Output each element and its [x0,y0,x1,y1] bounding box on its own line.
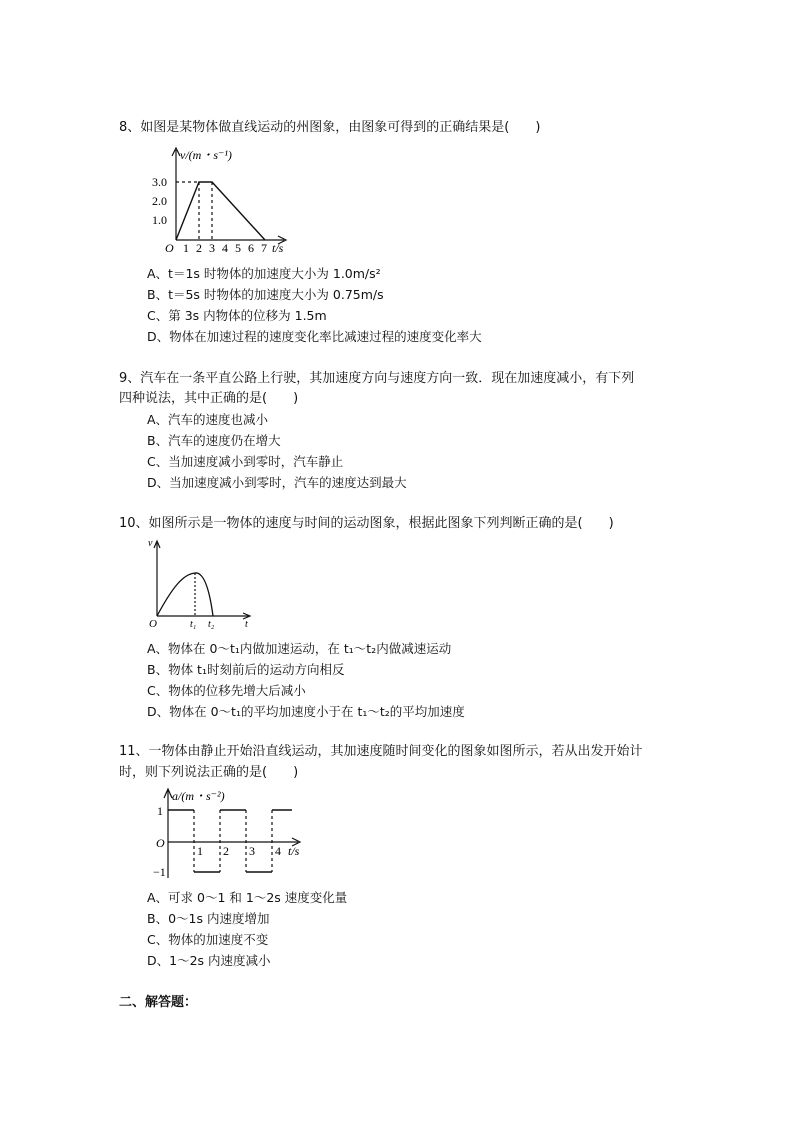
question-10-vt-graph [147,536,257,632]
question-11-option-a: A、可求 0～1 和 1～2s 速度变化量 [147,890,348,905]
question-9-option-a: A、汽车的速度也减小 [147,412,269,427]
y-tick-label: 1.0 [152,213,167,227]
question-11-option-c: C、物体的加速度不变 [147,932,269,947]
question-11-stem-line-1: 11、一物体由静止开始沿直线运动，其加速度随时间变化的图象如图所示，若从出发开始计 [119,744,643,759]
x-tick-label: 7 [261,241,267,255]
question-11-stem-line-2: 时，则下列说法正确的是( ) [119,765,299,780]
question-11-option-d: D、1～2s 内速度减小 [147,953,271,968]
question-8-option-b: B、t＝5s 时物体的加速度大小为 0.75m/s [147,287,384,302]
t1-label: t₁ [190,619,197,630]
question-8-option-a: A、t＝1s 时物体的加速度大小为 1.0m/s² [147,266,381,281]
question-8-vt-graph [148,142,300,258]
velocity-curve [157,573,213,616]
question-10-option-a: A、物体在 0～t₁内做加速运动，在 t₁～t₂内做减速运动 [147,641,452,656]
question-8-stem: 8、如图是某物体做直线运动的州图象，由图象可得到的正确结果是( ) [119,120,541,135]
y-tick-label: 3.0 [152,175,167,189]
x-tick-label: 1 [183,241,189,255]
x-tick-label: 2 [223,844,229,858]
t2-label: t₂ [208,619,215,630]
question-10-option-c: C、物体的位移先增大后减小 [147,683,306,698]
x-tick-label: 3 [209,241,215,255]
x-tick-label: 4 [222,241,228,255]
question-9-option-b: B、汽车的速度仍在增大 [147,433,281,448]
x-tick-label: 2 [196,241,202,255]
x-tick-label: 1 [197,844,203,858]
origin-label: O [165,241,174,255]
x-axis-label: t/s [288,844,300,858]
x-tick-label: 6 [248,241,254,255]
question-9-option-c: C、当加速度减小到零时，汽车静止 [147,454,344,469]
question-8-option-c: C、第 3s 内物体的位移为 1.5m [147,308,327,323]
section-heading: 二、解答题： [119,995,198,1010]
y-axis-label: v/(m・s⁻¹) [180,148,232,162]
question-10-stem: 10、如图所示是一物体的速度与时间的运动图象，根据此图象下列判断正确的是( ) [119,516,614,531]
velocity-line [176,182,265,240]
x-axis-label: t/s [272,241,284,255]
y-axis-label: a/(m・s⁻²) [172,789,225,803]
x-tick-label: 3 [249,844,255,858]
origin-label: O [149,618,157,630]
question-10-option-d: D、物体在 0～t₁的平均加速度小于在 t₁～t₂的平均加速度 [147,704,465,719]
question-11-at-graph [152,786,310,882]
origin-label: O [156,836,165,850]
y-tick-label: 1 [157,804,163,818]
x-tick-label: 4 [275,844,281,858]
question-9-option-d: D、当加速度减小到零时，汽车的速度达到最大 [147,475,407,490]
x-tick-label: 5 [235,241,241,255]
question-9-stem-line-1: 9、汽车在一条平直公路上行驶，其加速度方向与速度方向一致．现在加速度减小，有下列 [119,371,635,386]
x-axis-label: t [245,619,248,630]
y-axis-label: v [148,538,153,549]
question-11-option-b: B、0～1s 内速度增加 [147,911,270,926]
question-9-stem-line-2: 四种说法，其中正确的是( ) [119,391,299,406]
y-tick-label: 2.0 [152,194,167,208]
y-tick-label: −1 [153,865,166,879]
question-10-option-b: B、物体 t₁时刻前后的运动方向相反 [147,662,345,677]
question-8-option-d: D、物体在加速过程的速度变化率比减速过程的速度变化率大 [147,329,482,344]
